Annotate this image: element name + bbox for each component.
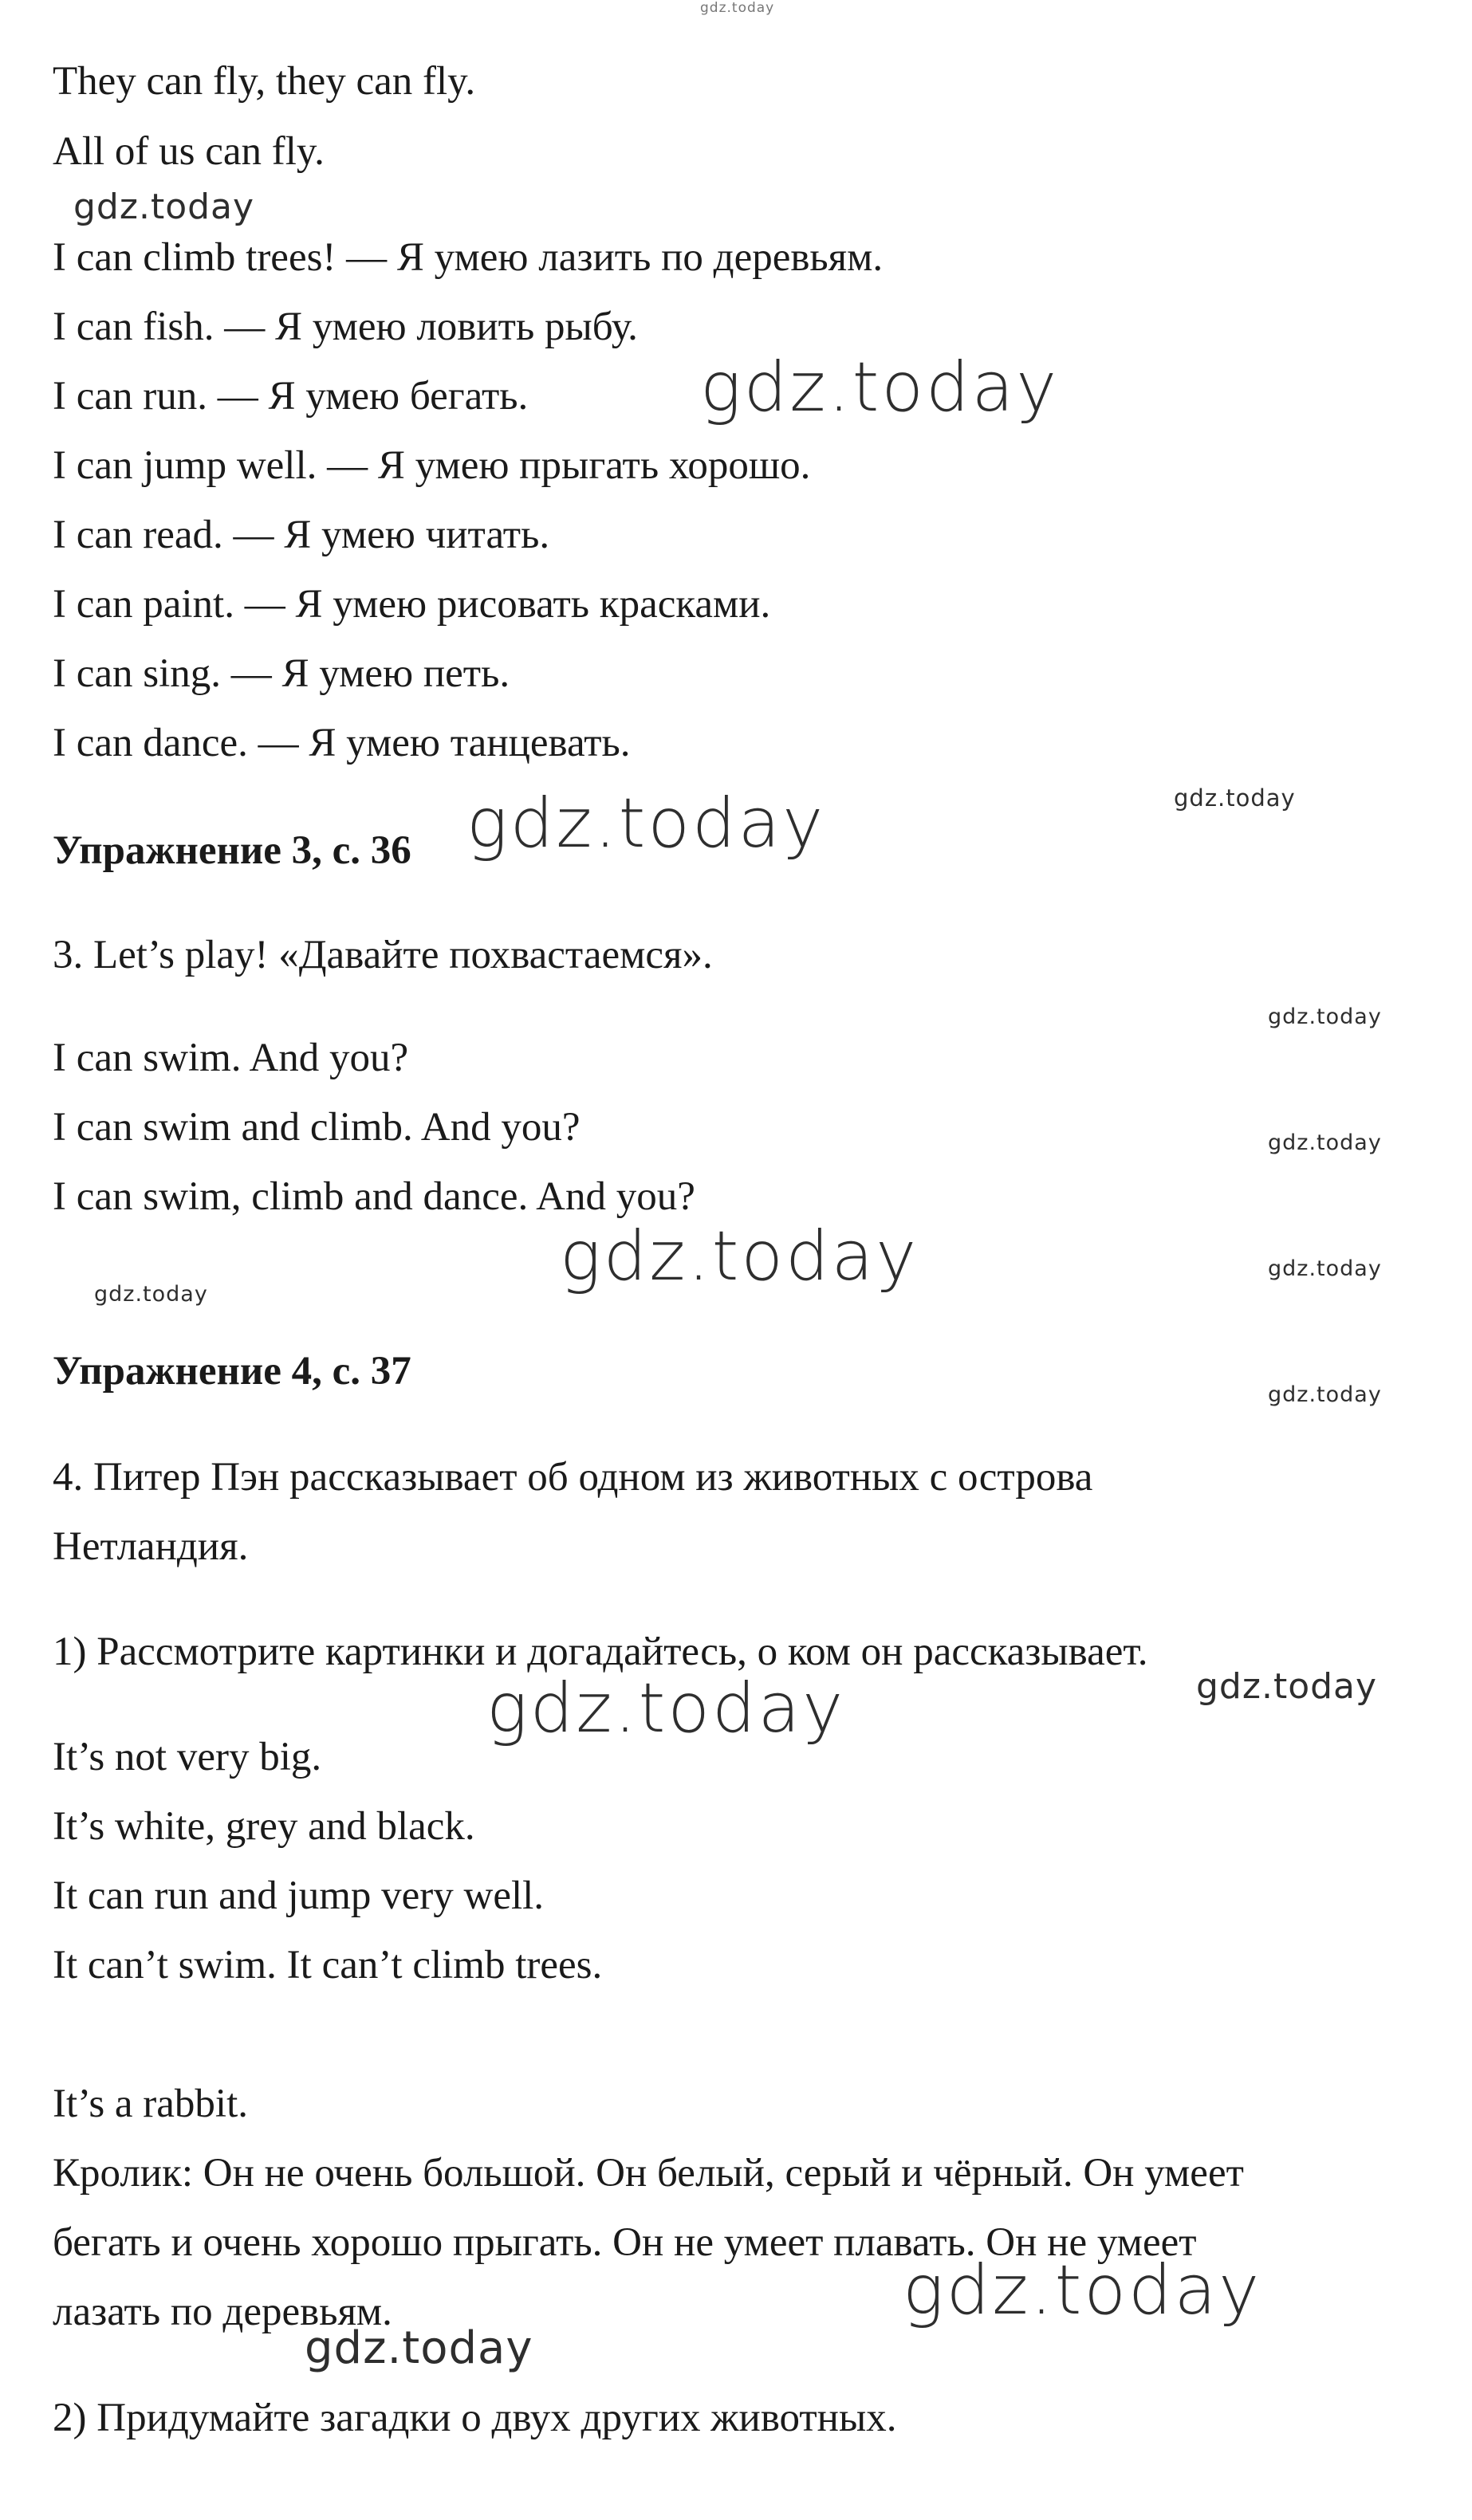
text-line: I can sing. — Я умею петь. bbox=[53, 651, 510, 696]
text-line: 1) Рассмотрите картинки и догадайтесь, о ком он рассказывает. bbox=[53, 1630, 1148, 1674]
watermark-text: gdz.today bbox=[1196, 1666, 1378, 1707]
watermark-text: gdz.today bbox=[1268, 1382, 1382, 1407]
text-line: It can run and jump very well. bbox=[53, 1873, 545, 1918]
text-line: It’s white, grey and black. bbox=[53, 1804, 475, 1849]
watermark-text: gdz.today bbox=[1268, 1256, 1382, 1281]
text-line: I can paint. — Я умею рисовать красками. bbox=[53, 582, 771, 627]
text-line: It’s not very big. bbox=[53, 1735, 322, 1779]
watermark-text: gdz.today bbox=[73, 187, 255, 227]
watermark-text: gdz.today bbox=[700, 0, 775, 16]
text-line: I can dance. — Я умею танцевать. bbox=[53, 721, 631, 765]
text-line: I can climb trees! — Я умею лазить по деревьям. bbox=[53, 235, 884, 280]
text-line: Нетландия. bbox=[53, 1524, 249, 1569]
text-line: I can swim and climb. And you? bbox=[53, 1105, 581, 1150]
text-line: I can swim. And you? bbox=[53, 1036, 409, 1080]
text-line: They can fly, they can fly. bbox=[53, 59, 476, 104]
watermark-text: gdz.today bbox=[1268, 1130, 1382, 1155]
watermark-text: gdz.today bbox=[1174, 784, 1296, 812]
text-line: I can swim, climb and dance. And you? bbox=[53, 1174, 695, 1219]
text-line: It can’t swim. It can’t climb trees. bbox=[53, 1943, 603, 1987]
watermark-text: gdz.today bbox=[903, 2251, 1262, 2330]
text-line: I can jump well. — Я умею прыгать хорошо. bbox=[53, 443, 811, 488]
watermark-text: gdz.today bbox=[1268, 1004, 1382, 1029]
text-line: I can read. — Я умею читать. bbox=[53, 513, 550, 557]
watermark-text: gdz.today bbox=[305, 2322, 533, 2374]
watermark-text: gdz.today bbox=[700, 348, 1060, 427]
text-line: лазать по деревьям. bbox=[53, 2290, 392, 2334]
text-line: Кролик: Он не очень большой. Он белый, серый и чёрный. Он умеет bbox=[53, 2151, 1244, 2196]
exercise-4-heading: Упражнение 4, с. 37 bbox=[53, 1349, 411, 1394]
text-line: It’s a rabbit. bbox=[53, 2082, 249, 2126]
text-line: All of us can fly. bbox=[53, 129, 325, 174]
text-line: I can fish. — Я умею ловить рыбу. bbox=[53, 305, 638, 349]
watermark-text: gdz.today bbox=[94, 1282, 208, 1307]
text-line: 4. Питер Пэн рассказывает об одном из животных с острова bbox=[53, 1455, 1093, 1500]
watermark-text: gdz.today bbox=[560, 1217, 919, 1296]
exercise-3-heading: Упражнение 3, с. 36 bbox=[53, 828, 411, 873]
watermark-text: gdz.today bbox=[486, 1669, 846, 1748]
text-line: I can run. — Я умею бегать. bbox=[53, 374, 529, 419]
text-line: 2) Придумайте загадки о двух других животных. bbox=[53, 2396, 897, 2440]
text-line: 3. Let’s play! «Давайте похвастаемся». bbox=[53, 933, 713, 977]
watermark-text: gdz.today bbox=[466, 784, 826, 863]
text-line: бегать и очень хорошо прыгать. Он не умеет плавать. Он не умеет bbox=[53, 2220, 1197, 2265]
